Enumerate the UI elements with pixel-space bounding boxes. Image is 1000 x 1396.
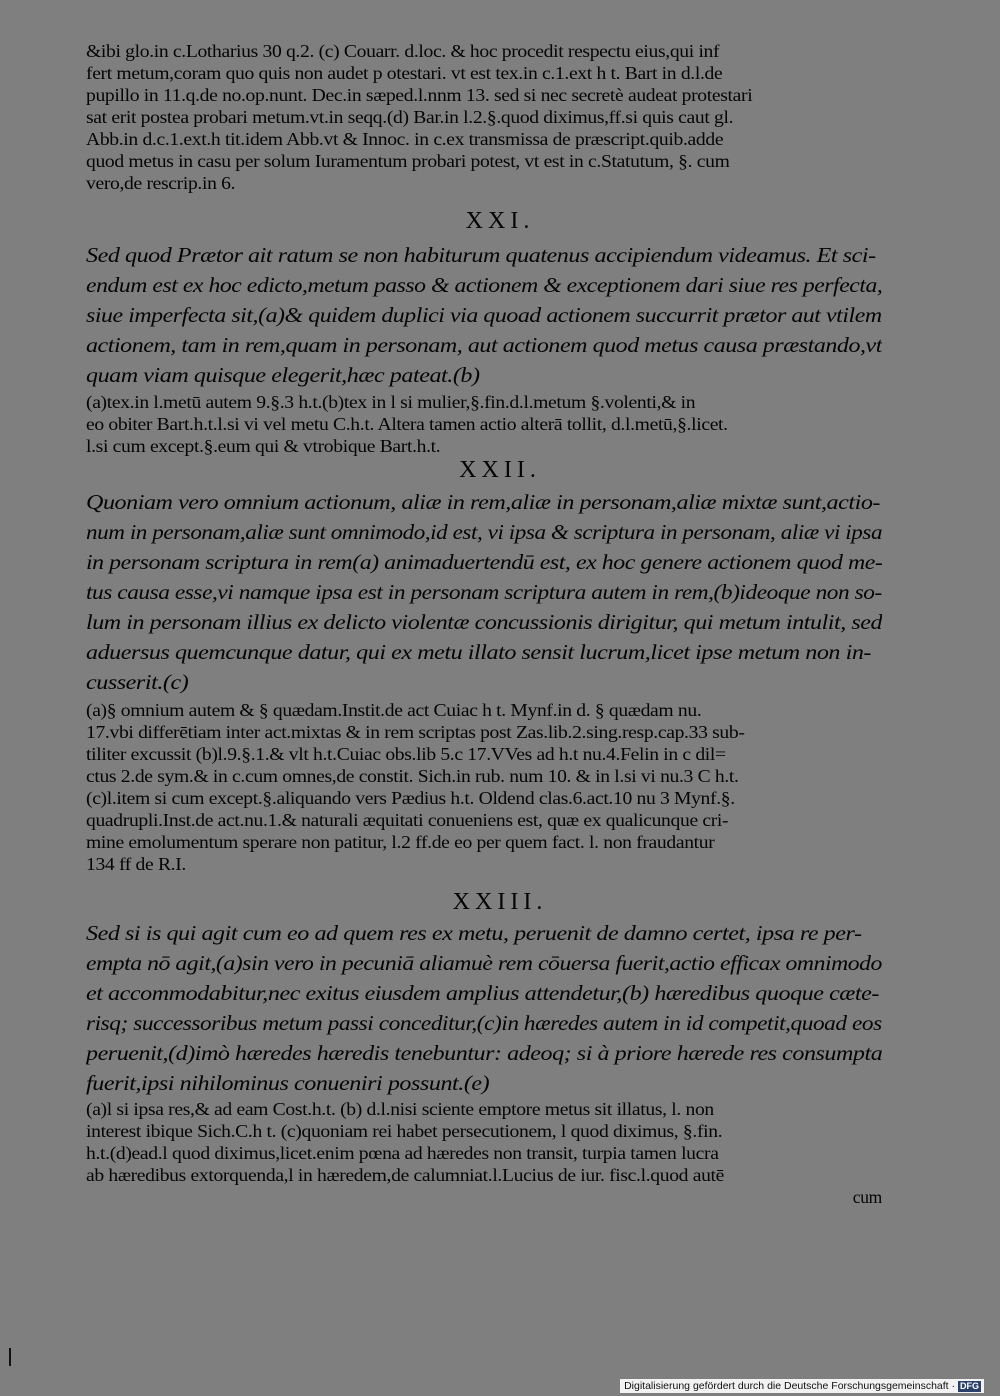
section-heading-xxi: XXI.	[465, 208, 535, 234]
top-footnotes	[86, 40, 882, 194]
footnote-line: vero,de rescrip.in 6.	[86, 173, 236, 193]
footnote-line: 134 ff de R.I.	[86, 854, 187, 874]
footnote-line: pupillo in 11.q.de no.op.nunt. Dec.in sæped.l.nnm 13. sed si nec secretè audeat protestari	[86, 85, 753, 105]
section-text-xxii	[86, 487, 882, 697]
footnote-line: ctus 2.de sym.& in c.cum omnes,de constit. Sich.in rub. num 10. & in l.si vi nu.3 C h.t.	[86, 766, 739, 786]
text-line: siue imperfecta sit,(a)& quidem duplici via quoad actionem succurrit prætor aut vtilem	[86, 303, 882, 327]
footnote-line: mine emolumentum sperare non patitur, l.2 ff.de eo per quem fact. l. non fraudantur	[86, 832, 715, 852]
footnote-line: (a)tex.in l.metū autem 9.§.3 h.t.(b)tex in l si mulier,§.fin.d.l.metum §.volenti,& in	[86, 392, 696, 412]
footnote-line: l.si cum except.§.eum qui & vtrobique Bart.h.t.	[86, 436, 441, 456]
text-line: in personam scriptura in rem(a) animaduertendū est, ex hoc genere actionem quod me-	[86, 550, 883, 574]
section-notes-xxi	[86, 391, 882, 457]
section-text-xxiii	[86, 918, 882, 1098]
section-notes-xxiii	[86, 1098, 882, 1208]
footnote-line: sat erit postea probari metum.vt.in seqq.(d) Bar.in l.2.§.quod diximus,ff.si quis caut gl.	[86, 107, 734, 127]
text-line: fuerit,ipsi nihilominus conueniri possunt.(e)	[86, 1071, 490, 1095]
text-line: num in personam,aliæ sunt omnimodo,id est, vi ipsa & scriptura in personam, aliæ vi ipsa	[86, 520, 882, 544]
footnote-line: h.t.(d)ead.l quod diximus,licet.enim pœna ad hæredes non transit, turpia tamen lucra	[86, 1143, 719, 1163]
footnote-line: (a)§ omnium autem & § quædam.Instit.de act Cuiac h t. Mynf.in d. § quædam nu.	[86, 700, 702, 720]
catchword: cum	[852, 1187, 882, 1207]
section-heading-xxii: XXII.	[459, 457, 541, 483]
text-line: lum in personam illius ex delicto violentæ concussionis dirigitur, qui metum intulit, sed	[86, 610, 883, 634]
text-line: endum est ex hoc edicto,metum passo & actionem & exceptionem dari siue res perfecta,	[86, 273, 883, 297]
text-line: aduersus quemcunque datur, qui ex metu illato sensit lucrum,licet ipse metum non in-	[86, 640, 871, 664]
footnote-line: &ibi glo.in c.Lotharius 30 q.2. (c) Couarr. d.loc. & hoc procedit respectu eius,qui inf	[86, 41, 720, 61]
footnote-line: Abb.in d.c.1.ext.h tit.idem Abb.vt & Innoc. in c.ex transmissa de præscript.quib.adde	[86, 129, 724, 149]
text-line: Sed quod Prætor ait ratum se non habiturum quatenus accipiendum videamus. Et sci-	[86, 243, 876, 267]
digitization-footer	[620, 1379, 984, 1393]
footnote-line: ab hæredibus extorquenda,l in hæredem,de calumniat.l.Lucius de iur. fisc.l.quod autē	[86, 1165, 725, 1185]
text-line: Sed si is qui agit cum eo ad quem res ex metu, peruenit de damno certet, ipsa re per-	[86, 921, 862, 945]
text-line: risq; successoribus metum passi conceditur,(c)in hæredes autem in id competit,quoad eos	[86, 1011, 882, 1035]
footnote-line: quadrupli.Inst.de act.nu.1.& naturali æquitati conueniens est, quæ ex qualicunque cri-	[86, 810, 729, 830]
footnote-line: 17.vbi differētiam inter act.mixtas & in rem scriptas post Zas.lib.2.sing.resp.cap.33 sub-	[86, 722, 745, 742]
section-heading-xxiii: XXIII.	[452, 889, 548, 915]
text-line: actionem, tam in rem,quam in personam, aut actionem quod metus causa præstando,vt	[86, 333, 882, 357]
margin-mark	[9, 1348, 11, 1366]
footnote-line: fert metum,coram quo quis non audet p otestari. vt est tex.in c.1.ext h t. Bart in d.l.de	[86, 63, 723, 83]
footnote-line: interest ibique Sich.C.h t. (c)quoniam rei habet persecutionem, l quod diximus, §.fin.	[86, 1121, 723, 1141]
footer-credit: Digitalisierung gefördert durch die Deutsche Forschungsgemeinschaft ·	[624, 1380, 955, 1392]
text-line: quam viam quisque elegerit,hæc pateat.(b)	[86, 363, 480, 387]
text-line: peruenit,(d)imò hæredes hæredis tenebuntur: adeoq; si à priore hærede res consumpta	[86, 1041, 883, 1065]
footnote-line: tiliter excussit (b)l.9.§.1.& vlt h.t.Cuiac obs.lib 5.c 17.VVes ad h.t nu.4.Felin in c dil=	[86, 744, 726, 764]
dfg-logo-icon: DFG	[960, 1380, 979, 1391]
footnote-line: eo obiter Bart.h.t.l.si vi vel metu C.h.t. Altera tamen actio alterā tollit, d.l.metū,§.licet.	[86, 414, 728, 434]
text-line: et accommodabitur,nec exitus eiusdem amplius attendetur,(b) hæredibus quoque cæte-	[86, 981, 879, 1005]
section-notes-xxii	[86, 699, 882, 875]
text-line: empta nō agit,(a)sin vero in pecuniā aliamuè rem cōuersa fuerit,actio efficax omnimodo	[86, 951, 882, 975]
section-text-xxi	[86, 240, 882, 390]
footnote-line: (a)l si ipsa res,& ad eam Cost.h.t. (b) d.l.nisi sciente emptore metus sit illatus, l. non	[86, 1099, 714, 1119]
footnote-line: (c)l.item si cum except.§.aliquando vers Pædius h.t. Oldend clas.6.act.10 nu 3 Mynf.§.	[86, 788, 735, 808]
footnote-line: quod metus in casu per solum Iuramentum probari potest, vt est in c.Statutum, §. cum	[86, 151, 730, 171]
text-line: Quoniam vero omnium actionum, aliæ in rem,aliæ in personam,aliæ mixtæ sunt,actio-	[86, 490, 880, 514]
text-line: cusserit.(c)	[86, 670, 189, 694]
text-line: tus causa esse,vi namque ipsa est in personam scriptura autem in rem,(b)ideoque non so-	[86, 580, 882, 604]
